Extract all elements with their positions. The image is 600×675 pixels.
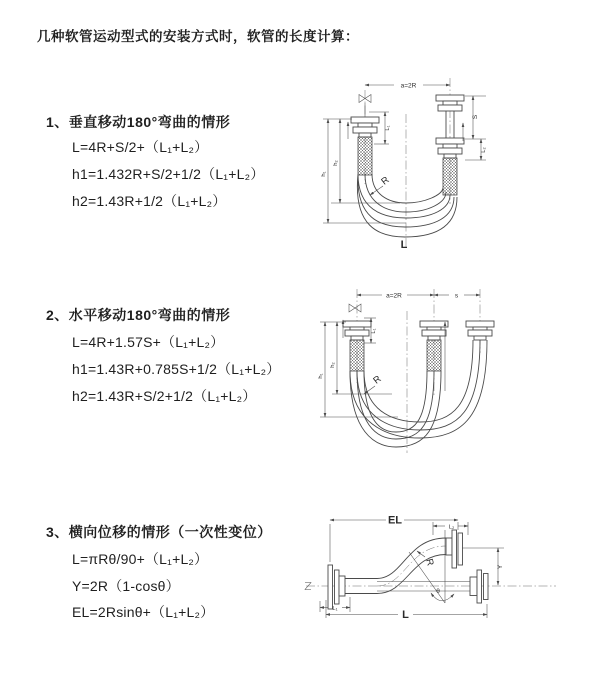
dim-label-fitting-left: L₁	[332, 605, 338, 612]
dim-label-width: a=2R	[386, 292, 402, 300]
offset-dimension	[462, 548, 504, 585]
section-3-formula-L: L=πRθ/90+（L₁+L₂）	[72, 551, 209, 567]
section-2-formula-L: L=4R+1.57S+（L₁+L₂）	[72, 334, 225, 350]
travel-dimension	[465, 96, 486, 139]
dim-label-travel: s	[454, 292, 459, 300]
section-2-formula-h1: h1=1.43R+0.785S+1/2（L₁+L₂）	[72, 361, 281, 377]
right-flange	[470, 570, 488, 603]
s-curve-hose	[377, 538, 446, 594]
width-dimension	[365, 83, 450, 90]
dim-label-height-inner: h₂	[333, 160, 339, 166]
section-1-formula-L: L=4R+S/2+（L₁+L₂）	[72, 139, 209, 155]
page-title: 几种软管运动型式的安装方式时，软管的长度计算：	[37, 29, 359, 44]
dim-label-fitting-left: L₁	[371, 328, 377, 334]
dim-label-height-inner: h₂	[330, 362, 336, 368]
section-3-formula-EL: EL=2Rsinθ+（L₁+L₂）	[72, 604, 215, 620]
fitting-right-dimension	[465, 139, 487, 160]
braided-hose-middle	[427, 340, 441, 371]
center-lines	[357, 289, 480, 453]
upper-flange	[446, 530, 463, 568]
dim-label-span: EL	[387, 514, 403, 527]
dim-label-fitting-right: L₂	[448, 524, 455, 531]
diagram-horizontal-180-bend	[300, 281, 600, 466]
hose-center-line	[377, 546, 446, 586]
section-3-formula-Y: Y=2R（1-cosθ）	[72, 578, 180, 594]
left-flange	[351, 117, 379, 137]
dim-label-travel: S	[472, 114, 479, 120]
braided-hose-left	[350, 340, 364, 371]
diagram-vertical-180-bend	[298, 62, 583, 257]
radius-label: R	[371, 373, 384, 387]
width-dimension	[357, 293, 480, 300]
length-label: L	[400, 239, 408, 251]
dim-label-offset: Y	[497, 564, 504, 570]
left-flange	[328, 565, 377, 609]
radius-label: R	[423, 557, 436, 568]
dim-label-width: a=2R	[400, 82, 417, 90]
section-3-heading: 3、横向位移的情形（一次性变位）	[46, 524, 272, 540]
hose-curves	[350, 340, 487, 447]
radius-label: R	[379, 174, 392, 188]
section-1-formula-h2: h2=1.43R+1/2（L₁+L₂）	[72, 193, 227, 209]
dim-label-fitting-right: L₂	[481, 147, 487, 153]
hose-curves	[357, 174, 457, 237]
section-1-heading: 1、垂直移动180°弯曲的情形	[46, 114, 231, 130]
center-lines	[365, 78, 450, 248]
dim-label-height-outer: h₁	[318, 373, 324, 379]
section-2-formula-h2: h2=1.43R+S/2+1/2（L₁+L₂）	[72, 388, 257, 404]
valve-icon	[349, 304, 361, 312]
braided-hose-right	[443, 158, 457, 195]
section-2-heading: 2、水平移动180°弯曲的情形	[46, 307, 231, 323]
section-1-formula-h1: h1=1.432R+S/2+1/2（L₁+L₂）	[72, 166, 265, 182]
radius-callout	[370, 175, 392, 195]
braided-hose-left	[358, 137, 372, 175]
dim-label-height-outer: h₁	[321, 171, 327, 177]
dim-label-fitting-left: L₁	[385, 125, 391, 131]
length-label: L	[402, 609, 409, 621]
angle-label: θ	[436, 588, 440, 595]
diagram-lateral-displacement	[300, 506, 600, 661]
flanges	[343, 321, 494, 340]
